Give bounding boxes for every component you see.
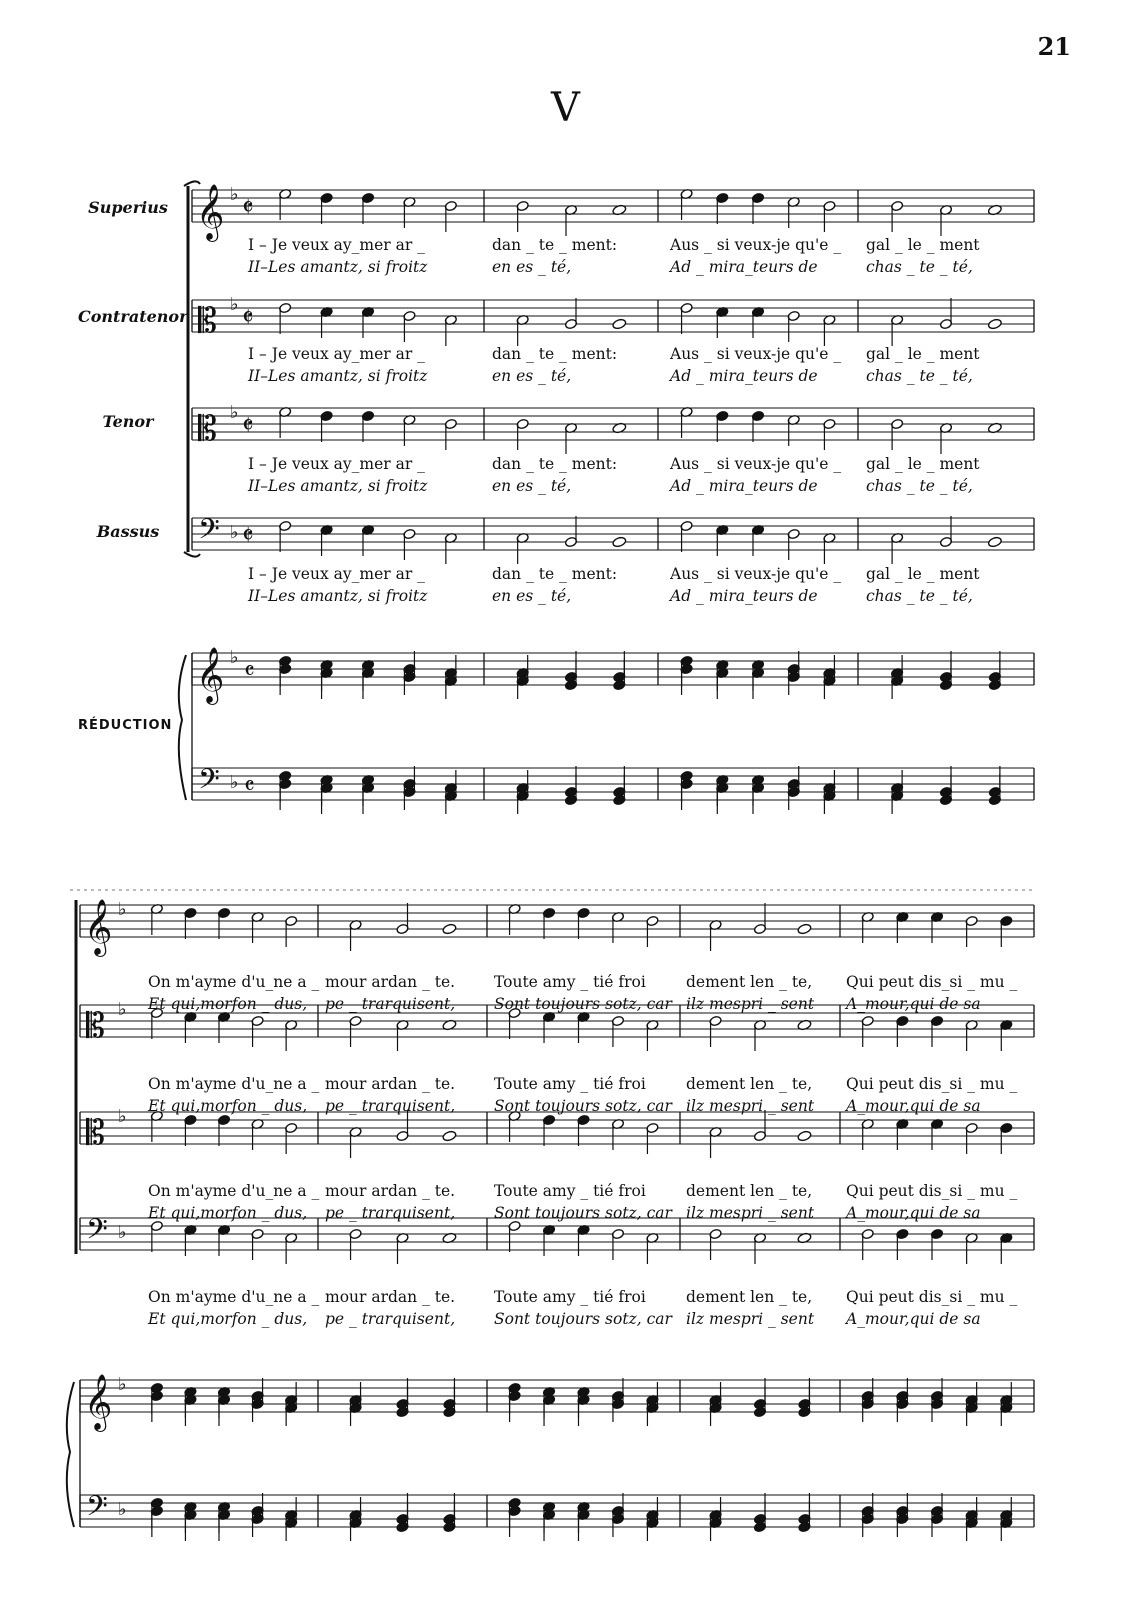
flat-sign: ♭ [118,1499,127,1520]
lyric-verse2: Sont toujours sotz, car [494,1310,672,1328]
voice-name-tenor: Tenor [102,412,154,431]
lyric-verse2: A_mour,qui de sa [846,1097,981,1115]
flat-sign: ♭ [118,899,127,920]
notehead [797,1130,812,1142]
notehead [612,536,627,548]
cut-time: 𝄵 [242,193,254,223]
lyric-verse1: dement len _ te, [686,1288,813,1306]
notehead [442,923,457,935]
lyric-verse2: Sont toujours sotz, car [494,1204,672,1222]
lyric-verse1: Aus _ si veux-je qu'e _ [670,345,842,363]
notehead [987,318,1002,330]
lyric-verse2: en es _ té, [492,477,572,495]
lyric-verse1: On m'ayme d'u_ne a _ [148,1182,320,1200]
lyric-verse2: A_mour,qui de sa [846,1204,981,1222]
lyric-verse2: II–Les amantz, si froitz [248,258,428,276]
flat-sign: ♭ [118,1374,127,1395]
lyric-verse2: A_mour,qui de sa [846,995,981,1013]
lyric-verse1: dement len _ te, [686,1075,813,1093]
lyric-verse1: I – Je veux ay_mer ar _ [248,345,425,363]
lyric-verse2: en es _ té, [492,367,572,385]
lyric-verse1: On m'ayme d'u_ne a _ [148,1075,320,1093]
lyric-verse1: Aus _ si veux-je qu'e _ [670,236,842,254]
lyric-verse2: pe _ trarquisent, [325,1310,456,1328]
lyric-verse2: II–Les amantz, si froitz [248,587,428,605]
notehead [797,923,812,935]
voice-name-contratenor: Contratenor [78,307,188,326]
voice-name-superius: Superius [88,198,168,217]
flat-sign: ♭ [230,772,239,793]
lyric-verse1: I – Je veux ay_mer ar _ [248,565,425,583]
lyric-verse2: en es _ té, [492,258,572,276]
lyric-verse2: Ad _ mira_teurs de [670,477,818,495]
treble-clef: 𝄞 [84,1374,113,1430]
lyric-verse1: Aus _ si veux-je qu'e _ [670,455,842,473]
c-clef: 𝄡 [198,409,217,449]
common-time: 𝄴 [244,657,255,685]
flat-sign: ♭ [230,522,239,543]
flat-sign: ♭ [118,1106,127,1127]
lyric-verse2: A_mour,qui de sa [846,1310,981,1328]
lyric-verse2: Ad _ mira_teurs de [670,258,818,276]
lyric-verse1: gal _ le _ ment [866,455,980,473]
page-number: 21 [1037,32,1071,61]
lyric-verse2: ilz mespri _ sent [686,995,815,1013]
lyric-verse1: I – Je veux ay_mer ar _ [248,236,425,254]
cut-time: 𝄵 [242,521,254,551]
flat-sign: ♭ [118,1222,127,1243]
lyric-verse1: mour ardan _ te. [325,1182,456,1200]
bass-clef: 𝄢 [198,763,220,803]
lyric-verse1: dement len _ te, [686,1182,813,1200]
lyric-verse1: mour ardan _ te. [325,973,456,991]
lyric-verse1: Toute amy _ tié froi [494,1182,646,1200]
voice-name-bassus: Bassus [96,522,160,541]
cut-time: 𝄵 [242,303,254,333]
lyric-verse2: Et qui,morfon _ dus, [148,1204,308,1222]
bass-clef: 𝄢 [198,513,220,553]
lyric-verse1: Aus _ si veux-je qu'e _ [670,565,842,583]
reduction-label: RÉDUCTION [78,718,173,733]
lyric-verse2: chas _ te _ té, [866,477,973,495]
treble-clef: 𝄞 [196,647,225,703]
lyric-verse1: On m'ayme d'u_ne a _ [148,973,320,991]
lyric-verse1: dement len _ te, [686,973,813,991]
notehead [612,318,627,330]
lyric-verse1: I – Je veux ay_mer ar _ [248,455,425,473]
lyric-verse2: II–Les amantz, si froitz [248,367,428,385]
lyric-verse1: gal _ le _ ment [866,236,980,254]
lyric-verse2: pe _ trarquisent, [325,1097,456,1115]
lyric-verse1: gal _ le _ ment [866,565,980,583]
brace [179,655,186,800]
lyric-verse1: dan _ te _ ment: [492,345,618,363]
notehead [987,536,1002,548]
flat-sign: ♭ [230,647,239,668]
common-time: 𝄴 [244,772,255,800]
lyric-verse2: en es _ té, [492,587,572,605]
treble-clef: 𝄞 [84,899,113,955]
lyric-verse2: Et qui,morfon _ dus, [148,995,308,1013]
lyric-verse2: pe _ trarquisent, [325,995,456,1013]
cut-time: 𝄵 [242,411,254,441]
lyric-verse1: dan _ te _ ment: [492,565,618,583]
lyric-verse2: chas _ te _ té, [866,258,973,276]
flat-sign: ♭ [230,184,239,205]
lyric-verse2: Et qui,morfon _ dus, [148,1310,308,1328]
lyric-verse2: chas _ te _ té, [866,367,973,385]
lyric-verse2: ilz mespri _ sent [686,1097,815,1115]
bass-clef: 𝄢 [86,1490,108,1530]
piece-title: V [551,85,580,131]
lyric-verse1: Toute amy _ tié froi [494,973,646,991]
bass-clef: 𝄢 [86,1213,108,1253]
lyric-verse1: On m'ayme d'u_ne a _ [148,1288,320,1306]
lyric-verse1: Qui peut dis_si _ mu _ [846,1288,1018,1306]
c-clef: 𝄡 [86,1006,105,1046]
lyric-verse2: Ad _ mira_teurs de [670,587,818,605]
flat-sign: ♭ [118,999,127,1020]
lyric-verse2: ilz mespri _ sent [686,1204,815,1222]
lyric-verse1: mour ardan _ te. [325,1288,456,1306]
lyric-verse1: mour ardan _ te. [325,1075,456,1093]
treble-clef: 𝄞 [196,184,225,240]
lyric-verse2: Ad _ mira_teurs de [670,367,818,385]
lyric-verse2: Et qui,morfon _ dus, [148,1097,308,1115]
lyric-verse2: chas _ te _ té, [866,587,973,605]
lyric-verse2: II–Les amantz, si froitz [248,477,428,495]
lyric-verse1: dan _ te _ ment: [492,236,618,254]
lyric-verse1: dan _ te _ ment: [492,455,618,473]
c-clef: 𝄡 [198,301,217,341]
lyric-verse1: Qui peut dis_si _ mu _ [846,973,1018,991]
flat-sign: ♭ [230,402,239,423]
notehead [442,1130,457,1142]
lyric-verse1: gal _ le _ ment [866,345,980,363]
lyric-verse2: Sont toujours sotz, car [494,995,672,1013]
flat-sign: ♭ [230,294,239,315]
lyric-verse1: Qui peut dis_si _ mu _ [846,1075,1018,1093]
brace [67,1382,74,1527]
c-clef: 𝄡 [86,1113,105,1153]
lyric-verse1: Qui peut dis_si _ mu _ [846,1182,1018,1200]
lyric-verse2: Sont toujours sotz, car [494,1097,672,1115]
lyric-verse1: Toute amy _ tié froi [494,1075,646,1093]
lyric-verse2: ilz mespri _ sent [686,1310,815,1328]
lyric-verse2: pe _ trarquisent, [325,1204,456,1222]
lyric-verse1: Toute amy _ tié froi [494,1288,646,1306]
